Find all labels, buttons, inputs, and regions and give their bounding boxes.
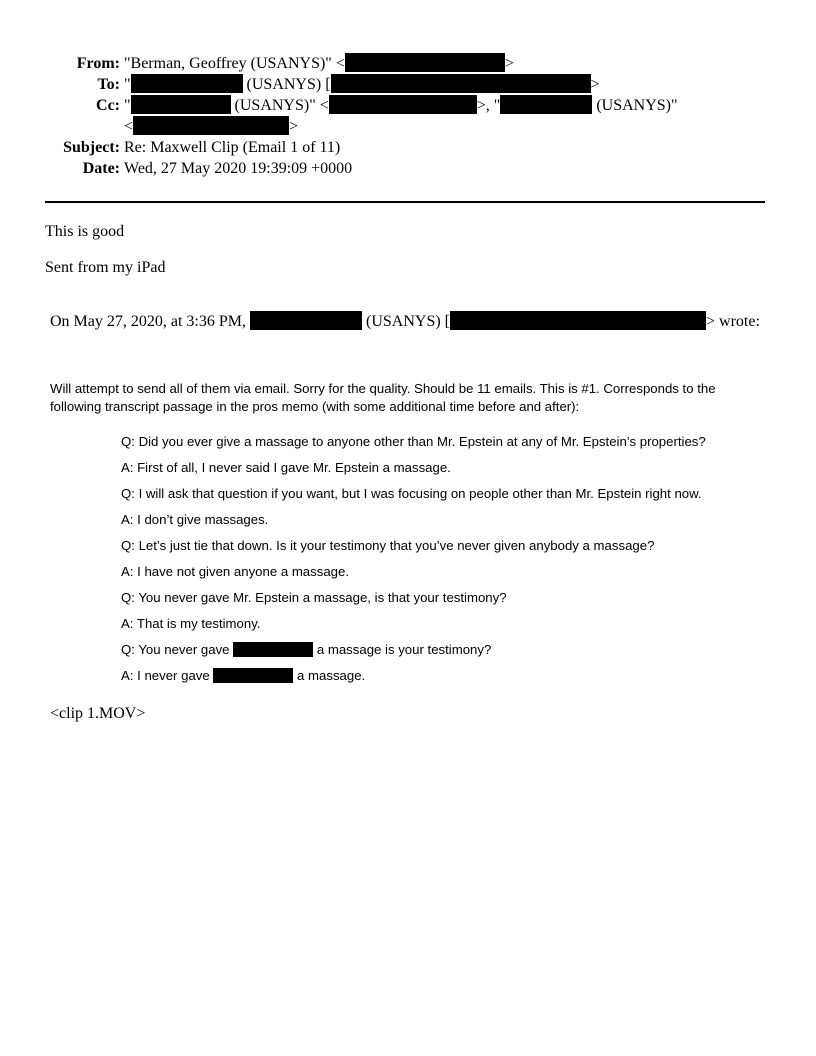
subject-label: Subject: <box>63 139 120 156</box>
to-label: To: <box>97 76 120 93</box>
cc-label: Cc: <box>96 97 120 114</box>
transcript-line: Q: You never gave a massage is your testimony? <box>121 642 492 657</box>
from-value: "Berman, Geoffrey (USANYS)" < > <box>124 55 514 72</box>
reply-text: This is good <box>45 223 125 240</box>
transcript-line: A: I have not given anyone a massage. <box>121 564 349 579</box>
redaction-block <box>500 95 592 114</box>
transcript-line: A: First of all, I never said I gave Mr. Epstein a massage. <box>121 460 451 475</box>
signature-text: Sent from my iPad <box>45 259 166 276</box>
redaction-block <box>450 311 706 330</box>
transcript-line: Q: I will ask that question if you want, but I was focusing on people other than Mr. Epstein right now. <box>121 486 702 501</box>
redaction-block <box>345 53 505 72</box>
redaction-block <box>131 95 231 114</box>
cc-value-continued: < > <box>124 118 299 135</box>
redaction-block <box>250 311 362 330</box>
transcript-line: Q: Did you ever give a massage to anyone other than Mr. Epstein at any of Mr. Epstein’s properties? <box>121 434 706 449</box>
transcript-line: Q: Let’s just tie that down. Is it your testimony that you’ve never given anybody a massage? <box>121 538 655 553</box>
transcript-line: A: I never gave a massage. <box>121 668 366 683</box>
attachment-link[interactable]: <clip 1.MOV> <box>50 705 146 722</box>
to-value: " (USANYS) [ > <box>124 76 600 93</box>
redaction-block <box>213 668 293 683</box>
redaction-block <box>331 74 591 93</box>
date-label: Date: <box>82 160 120 177</box>
transcript-line: A: I don’t give massages. <box>121 512 269 527</box>
date-value: Wed, 27 May 2020 19:39:09 +0000 <box>124 160 353 177</box>
transcript-line: A: That is my testimony. <box>121 616 261 631</box>
from-label: From: <box>76 55 120 72</box>
quoted-message-intro: Will attempt to send all of them via email. Sorry for the quality. Should be 11 emails. This is #1. Corresponds to the following transcript passage in the pros memo (with some additional time before and after): <box>50 381 716 414</box>
subject-value: Re: Maxwell Clip (Email 1 of 11) <box>124 139 341 156</box>
redaction-block <box>133 116 289 135</box>
cc-value: " (USANYS)" < >, " (USANYS)" <box>124 97 678 114</box>
transcript-line: Q: You never gave Mr. Epstein a massage, is that your testimony? <box>121 590 507 605</box>
redaction-block <box>329 95 477 114</box>
quote-attribution: On May 27, 2020, at 3:36 PM, (USANYS) [ > wrote: <box>50 313 760 330</box>
header-divider <box>45 201 765 203</box>
redaction-block <box>131 74 243 93</box>
redaction-block <box>233 642 313 657</box>
